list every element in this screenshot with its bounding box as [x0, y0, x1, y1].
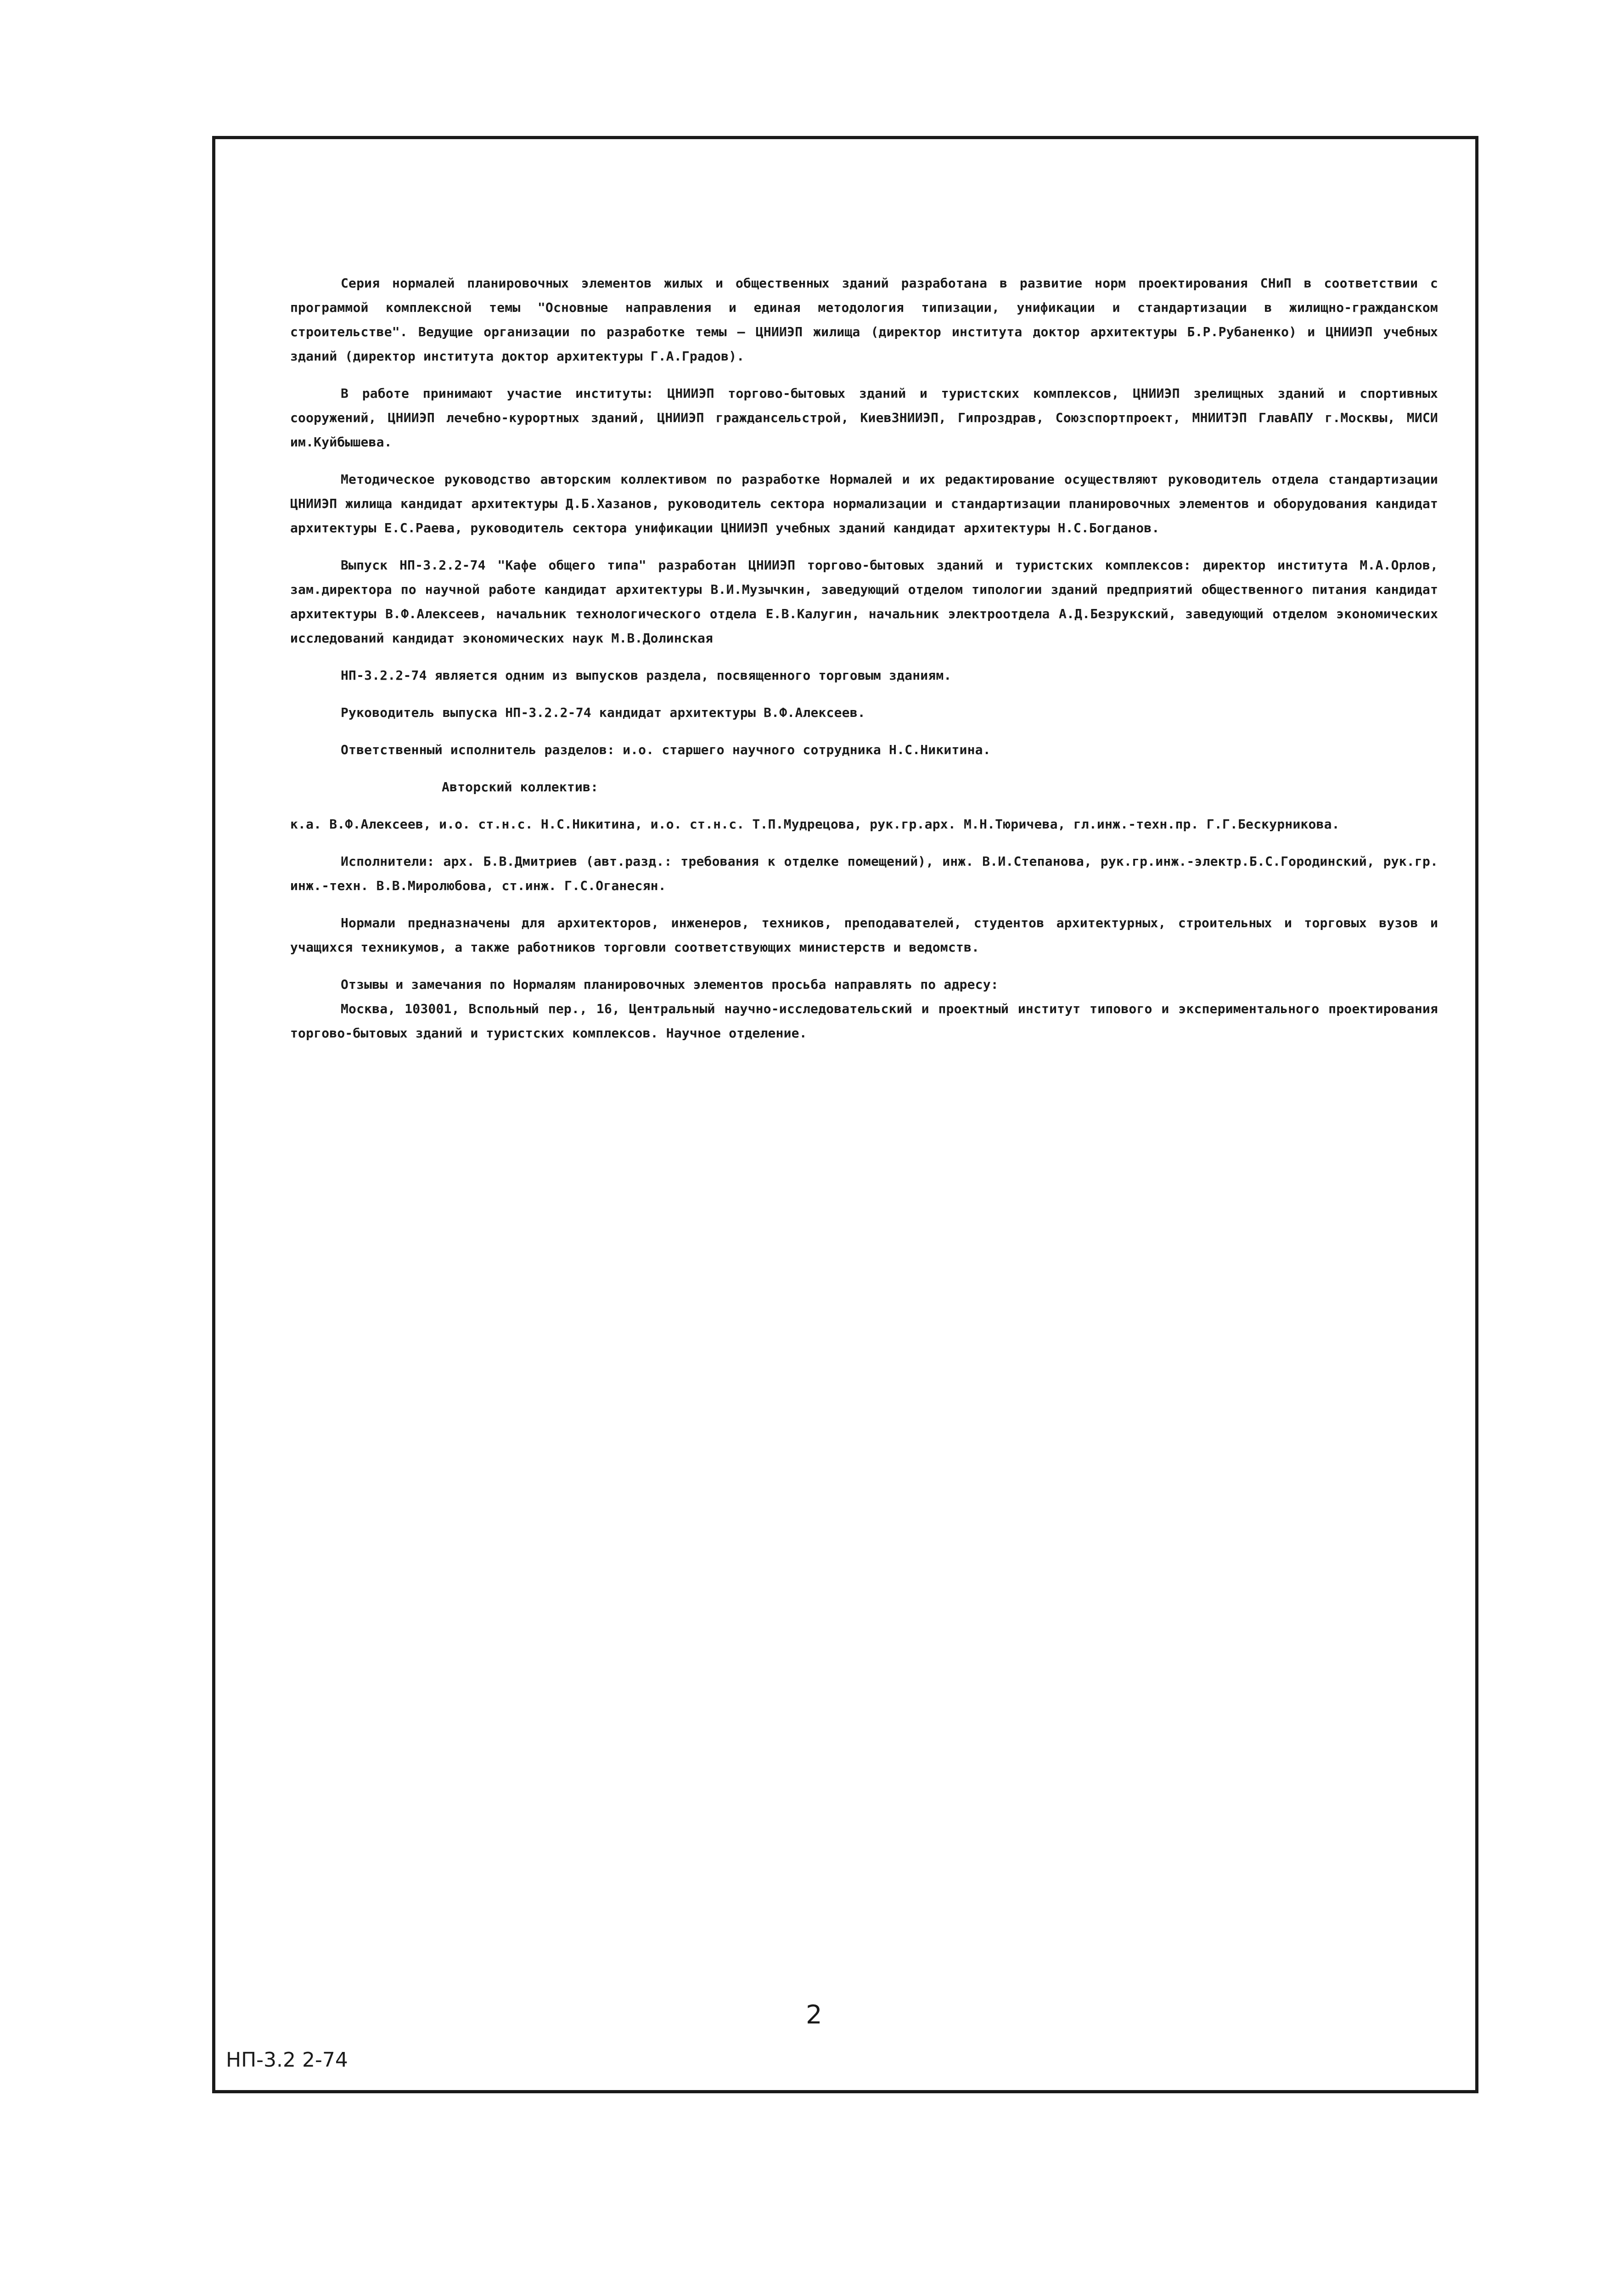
paragraph-authors: к.а. В.Ф.Алексеев, и.о. ст.н.с. Н.С.Никитина, и.о. ст.н.с. Т.П.Мудрецова, рук.гр.арх. М.Н.Тюричева, гл.инж.-техн.пр. Г.Г.Бескурникова. [290, 817, 1340, 832]
paragraph-executors: Исполнители: арх. Б.В.Дмитриев (авт.разд.: требования к отделке помещений), инж. В.И.Степанова, рук.гр.инж.-электр.Б.С.Городинский, рук.гр. инж.-техн. В.В.Миролюбова, ст.инж. Г.С.Оганесян. [290, 854, 1438, 893]
paragraph-issue-developer: Выпуск НП-3.2.2-74 "Кафе общего типа" разработан ЦНИИЭП торгово-бытовых зданий и туристских комплексов: директор института М.А.Орлов, зам.директора по научной работе кандидат архитектуры В.И.Музычкин, заведующий отделом типологии зданий предприятий общественного питания кандидат архитектуры В.Ф.Алексеев, начальник технологического отдела Е.В.Калугин, начальник электроотдела А.Д.Безрукский, заведующий отделом экономических исследований кандидат экономических наук М.В.Долинская [290, 558, 1438, 646]
paragraph-address: Москва, 103001, Вспольный пер., 16, Центральный научно-исследовательский и проектный институт типового и экспериментального проектирования торгово-бытовых зданий и туристских комплексов. Научное отделение. [290, 1001, 1438, 1041]
paragraph-issue-head: Руководитель выпуска НП-3.2.2-74 кандидат архитектуры В.Ф.Алексеев. [341, 705, 865, 720]
paragraph-methodical-guidance: Методическое руководство авторским коллективом по разработке Нормалей и их редактирование осуществляют руководитель отдела стандартизации ЦНИИЭП жилища кандидат архитектуры Д.Б.Хазанов, руководитель сектора нормализации и стандартизации планировочных элементов и оборудования кандидат архитектуры Е.С.Раева, руководитель сектора унификации ЦНИИЭП учебных зданий кандидат архитектуры Н.С.Богданов. [290, 472, 1438, 535]
page-number: 2 [806, 2000, 822, 2030]
paragraph-series-intro: Серия нормалей планировочных элементов жилых и общественных зданий разработана в развитие норм проектирования СНиП в соответствии с программой комплексной темы "Основные направления и единая методология типизации, унификации и стандартизации в жилищно-гражданском строительстве". Ведущие организации по разработке темы – ЦНИИЭП жилища (директор института доктор архитектуры Б.Р.Рубаненко) и ЦНИИЭП учебных зданий (директор института доктор архитектуры Г.А.Градов). [290, 276, 1438, 364]
authors-heading: Авторский коллектив: [442, 779, 599, 795]
paragraph-participating-institutes: В работе принимают участие институты: ЦНИИЭП торгово-бытовых зданий и туристских комплексов, ЦНИИЭП зрелищных зданий и спортивных сооружений, ЦНИИЭП лечебно-курортных зданий, ЦНИИЭП граждансельстрой, КиевЗНИИЭП, Гипроздрав, Союзспортпроект, МНИИТЭП ГлавАПУ г.Москвы, МИСИ им.Куйбышева. [290, 386, 1438, 450]
paragraph-feedback: Отзывы и замечания по Нормалям планировочных элементов просьба направлять по адресу: [341, 977, 999, 992]
paragraph-section-note: НП-3.2.2-74 является одним из выпусков раздела, посвященного торговым зданиям. [341, 668, 952, 683]
paragraph-audience: Нормали предназначены для архитекторов, инженеров, техников, преподавателей, студентов архитектурных, строительных и торговых вузов и учащихся техникумов, а также работников торговли соответствующих министерств и ведомств. [290, 915, 1438, 955]
document-body [290, 271, 1438, 1058]
document-code: НП-3.2 2-74 [226, 2048, 348, 2072]
paragraph-responsible-executor: Ответственный исполнитель разделов: и.о. старшего научного сотрудника Н.С.Никитина. [341, 742, 991, 757]
